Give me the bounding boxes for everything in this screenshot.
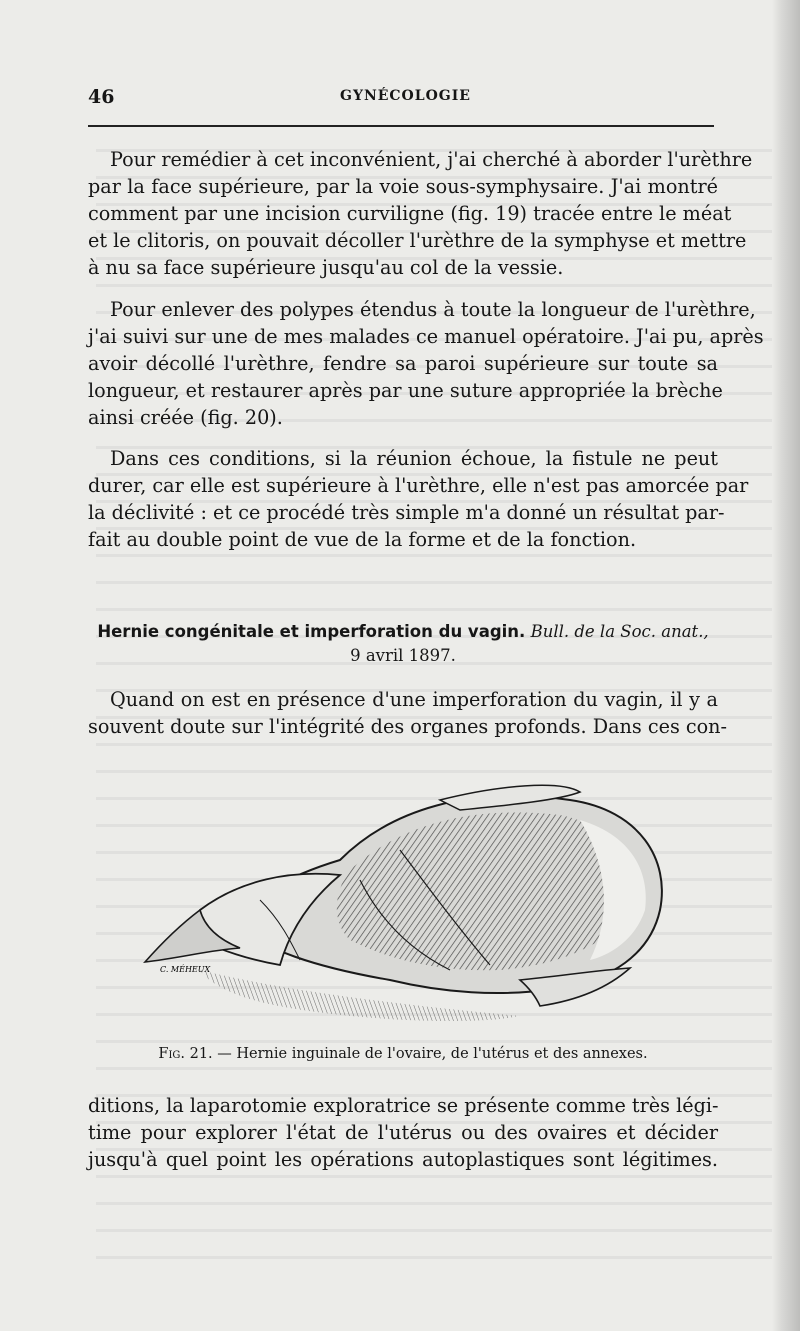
figure-caption: [88, 1046, 718, 1062]
paragraph-2: [88, 296, 764, 431]
heading-date: 9 avril 1897.: [350, 646, 456, 665]
text-line: time pour explorer l'état de l'utérus ou des ovaires et décider: [88, 1121, 718, 1144]
text-line: fait au double point de vue de la forme et de la fonction.: [88, 528, 637, 551]
text-line: durer, car elle est supérieure à l'urèthre, elle n'est pas amorcée par: [88, 474, 749, 497]
text-line: Quand on est en présence d'une imperforation du vagin, il y a: [110, 688, 718, 711]
running-title: GYNÉCOLOGIE: [340, 88, 471, 104]
paragraph-3: [88, 445, 749, 553]
text-line: longueur, et restaurer après par une suture appropriée la brèche: [88, 379, 723, 402]
text-line: Pour enlever des polypes étendus à toute la longueur de l'urèthre,: [110, 298, 756, 321]
text-line: j'ai suivi sur une de mes malades ce manuel opératoire. J'ai pu, après: [88, 325, 764, 348]
page-number: 46: [88, 86, 115, 108]
text-line: et le clitoris, on pouvait décoller l'urèthre de la symphyse et mettre: [88, 229, 747, 252]
heading-title: Hernie congénitale et imperforation du vagin.: [97, 622, 526, 641]
text-line: ainsi créée (fig. 20).: [88, 406, 283, 429]
text-line: comment par une incision curviligne (fig. 19) tracée entre le méat: [88, 202, 732, 225]
paragraph-4: [88, 686, 728, 740]
text-line: jusqu'à quel point les opérations autoplastiques sont légitimes.: [88, 1148, 718, 1171]
caption-text: — Hernie inguinale de l'ovaire, de l'utérus et des annexes.: [217, 1046, 648, 1062]
text-line: Pour remédier à cet inconvénient, j'ai cherché à aborder l'urèthre: [110, 148, 753, 171]
hernia-engraving: [140, 780, 680, 1040]
paragraph-5: [88, 1092, 718, 1173]
caption-label: Fig. 21.: [158, 1046, 213, 1062]
anatomical-illustration: [140, 780, 680, 1040]
text-line: ditions, la laparotomie exploratrice se présente comme très légi-: [88, 1094, 719, 1117]
header-rule: [88, 125, 714, 127]
text-line: à nu sa face supérieure jusqu'au col de la vessie.: [88, 256, 564, 279]
text-line: Dans ces conditions, si la réunion échoue, la fistule ne peut: [110, 447, 718, 470]
page-edge-shadow: [772, 0, 800, 1331]
text-line: souvent doute sur l'intégrité des organes profonds. Dans ces con-: [88, 715, 728, 738]
engraver-signature: C. MÉHEUX: [160, 965, 211, 974]
paragraph-1: [88, 146, 753, 281]
section-heading: [88, 620, 718, 668]
text-line: avoir décollé l'urèthre, fendre sa paroi supérieure sur toute sa: [88, 352, 718, 375]
heading-source: Bull. de la Soc. anat.,: [530, 622, 709, 641]
text-line: la déclivité : et ce procédé très simple m'a donné un résultat par-: [88, 501, 725, 524]
text-line: par la face supérieure, par la voie sous-symphysaire. J'ai montré: [88, 175, 718, 198]
